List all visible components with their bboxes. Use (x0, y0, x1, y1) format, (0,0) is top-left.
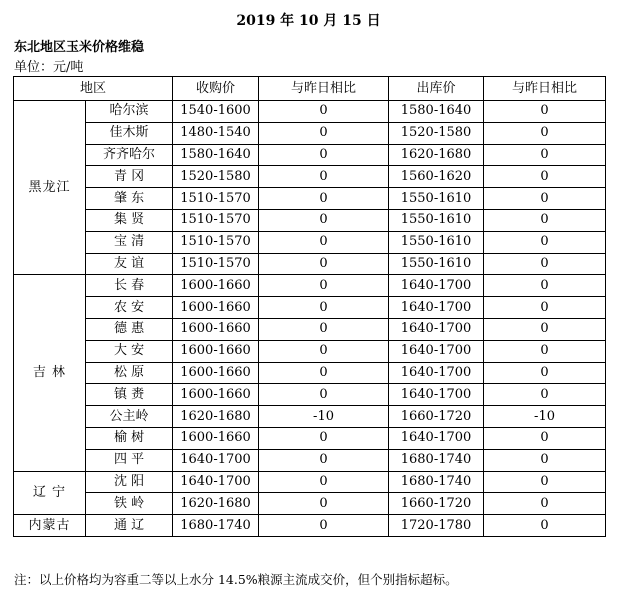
purchase-change-cell: 0 (259, 449, 389, 471)
table-row (14, 362, 606, 384)
purchase-price-cell: 1600-1660 (173, 297, 259, 319)
outbound-price-cell: 1680-1740 (389, 449, 484, 471)
purchase-change-cell: 0 (259, 384, 389, 406)
city-cell: 德 惠 (86, 318, 173, 340)
outbound-change-cell: 0 (484, 231, 606, 253)
purchase-price-cell: 1510-1570 (173, 253, 259, 275)
city-cell: 肇 东 (86, 188, 173, 210)
footnote: 注：以上价格均为容重二等以上水分 14.5%粮源主流成交价，但个别指标超标。 (14, 572, 458, 587)
purchase-change-cell: 0 (259, 101, 389, 123)
table-row (14, 101, 606, 123)
purchase-price-cell: 1580-1640 (173, 144, 259, 166)
outbound-price-cell: 1620-1680 (389, 144, 484, 166)
price-table (13, 76, 606, 537)
outbound-price-cell: 1580-1640 (389, 101, 484, 123)
table-row (14, 188, 606, 210)
outbound-change-cell: 0 (484, 471, 606, 493)
purchase-change-cell: 0 (259, 231, 389, 253)
city-cell: 公主岭 (86, 406, 173, 428)
purchase-change-cell: 0 (259, 144, 389, 166)
table-row (14, 253, 606, 275)
outbound-change-cell: 0 (484, 275, 606, 297)
table-row (14, 340, 606, 362)
city-cell: 青 冈 (86, 166, 173, 188)
city-cell: 齐齐哈尔 (86, 144, 173, 166)
city-cell: 四 平 (86, 449, 173, 471)
purchase-price-cell: 1600-1660 (173, 427, 259, 449)
report-title: 东北地区玉米价格维稳 (14, 40, 145, 55)
table-row (14, 515, 606, 537)
purchase-change-cell: 0 (259, 362, 389, 384)
outbound-change-cell: 0 (484, 166, 606, 188)
outbound-change-cell: 0 (484, 122, 606, 144)
outbound-change-cell: 0 (484, 362, 606, 384)
outbound-change-cell: 0 (484, 297, 606, 319)
purchase-price-cell: 1510-1570 (173, 209, 259, 231)
outbound-price-cell: 1550-1610 (389, 231, 484, 253)
purchase-change-cell: 0 (259, 318, 389, 340)
table-body (14, 101, 606, 537)
city-cell: 佳木斯 (86, 122, 173, 144)
table-row (14, 318, 606, 340)
outbound-price-cell: 1640-1700 (389, 340, 484, 362)
outbound-change-cell: 0 (484, 101, 606, 123)
outbound-price-cell: 1660-1720 (389, 493, 484, 515)
city-cell: 通 辽 (86, 515, 173, 537)
purchase-change-cell: 0 (259, 188, 389, 210)
purchase-change-cell: 0 (259, 275, 389, 297)
purchase-change-cell: 0 (259, 209, 389, 231)
outbound-change-cell: 0 (484, 340, 606, 362)
outbound-change-cell: 0 (484, 318, 606, 340)
outbound-price-cell: 1550-1610 (389, 188, 484, 210)
outbound-change-cell: 0 (484, 449, 606, 471)
table-row (14, 231, 606, 253)
city-cell: 大 安 (86, 340, 173, 362)
purchase-price-cell: 1600-1660 (173, 384, 259, 406)
city-cell: 友 谊 (86, 253, 173, 275)
city-cell: 长 春 (86, 275, 173, 297)
outbound-price-cell: 1550-1610 (389, 209, 484, 231)
outbound-change-cell: 0 (484, 188, 606, 210)
purchase-price-cell: 1620-1680 (173, 406, 259, 428)
outbound-price-cell: 1640-1700 (389, 427, 484, 449)
purchase-change-cell: 0 (259, 122, 389, 144)
outbound-price-cell: 1560-1620 (389, 166, 484, 188)
table-row (14, 449, 606, 471)
purchase-price-cell: 1600-1660 (173, 275, 259, 297)
column-header-purchase-price: 收购价 (173, 77, 259, 101)
purchase-change-cell: 0 (259, 340, 389, 362)
outbound-price-cell: 1640-1700 (389, 275, 484, 297)
purchase-price-cell: 1640-1700 (173, 449, 259, 471)
purchase-price-cell: 1540-1600 (173, 101, 259, 123)
purchase-price-cell: 1480-1540 (173, 122, 259, 144)
table-row (14, 209, 606, 231)
report-date: 2019 年 10 月 15 日 (236, 13, 381, 29)
outbound-price-cell: 1720-1780 (389, 515, 484, 537)
outbound-change-cell: 0 (484, 515, 606, 537)
city-cell: 松 原 (86, 362, 173, 384)
outbound-change-cell: 0 (484, 427, 606, 449)
table-header-row (14, 77, 606, 101)
outbound-price-cell: 1640-1700 (389, 362, 484, 384)
outbound-price-cell: 1640-1700 (389, 318, 484, 340)
city-cell: 农 安 (86, 297, 173, 319)
province-cell: 黑龙江 (14, 101, 86, 275)
outbound-price-cell: 1550-1610 (389, 253, 484, 275)
outbound-change-cell: 0 (484, 144, 606, 166)
province-cell: 吉 林 (14, 275, 86, 471)
outbound-change-cell: 0 (484, 209, 606, 231)
city-cell: 铁 岭 (86, 493, 173, 515)
purchase-change-cell: 0 (259, 493, 389, 515)
purchase-change-cell: 0 (259, 515, 389, 537)
table-row (14, 166, 606, 188)
purchase-price-cell: 1510-1570 (173, 188, 259, 210)
purchase-change-cell: 0 (259, 297, 389, 319)
province-cell: 内蒙古 (14, 515, 86, 537)
table-row (14, 384, 606, 406)
table-row (14, 122, 606, 144)
purchase-price-cell: 1620-1680 (173, 493, 259, 515)
outbound-change-cell: 0 (484, 384, 606, 406)
column-header-purchase-change: 与昨日相比 (259, 77, 389, 101)
purchase-change-cell: 0 (259, 166, 389, 188)
column-header-outbound-price: 出库价 (389, 77, 484, 101)
purchase-price-cell: 1680-1740 (173, 515, 259, 537)
table-row (14, 493, 606, 515)
city-cell: 哈尔滨 (86, 101, 173, 123)
outbound-change-cell: 0 (484, 493, 606, 515)
city-cell: 榆 树 (86, 427, 173, 449)
purchase-price-cell: 1510-1570 (173, 231, 259, 253)
outbound-change-cell: -10 (484, 406, 606, 428)
column-header-outbound-change: 与昨日相比 (484, 77, 606, 101)
city-cell: 镇 赉 (86, 384, 173, 406)
purchase-change-cell: 0 (259, 471, 389, 493)
table-row (14, 275, 606, 297)
purchase-change-cell: 0 (259, 253, 389, 275)
unit-label: 单位：元/吨 (14, 60, 84, 75)
table-row (14, 144, 606, 166)
province-cell: 辽 宁 (14, 471, 86, 515)
purchase-change-cell: -10 (259, 406, 389, 428)
purchase-price-cell: 1600-1660 (173, 318, 259, 340)
outbound-price-cell: 1640-1700 (389, 297, 484, 319)
table-row (14, 427, 606, 449)
column-header-region: 地区 (14, 77, 173, 101)
outbound-price-cell: 1640-1700 (389, 384, 484, 406)
city-cell: 宝 清 (86, 231, 173, 253)
purchase-price-cell: 1600-1660 (173, 340, 259, 362)
city-cell: 沈 阳 (86, 471, 173, 493)
outbound-price-cell: 1680-1740 (389, 471, 484, 493)
purchase-price-cell: 1520-1580 (173, 166, 259, 188)
purchase-price-cell: 1640-1700 (173, 471, 259, 493)
outbound-price-cell: 1520-1580 (389, 122, 484, 144)
purchase-change-cell: 0 (259, 427, 389, 449)
table-row (14, 297, 606, 319)
table-row (14, 471, 606, 493)
purchase-price-cell: 1600-1660 (173, 362, 259, 384)
outbound-change-cell: 0 (484, 253, 606, 275)
outbound-price-cell: 1660-1720 (389, 406, 484, 428)
city-cell: 集 贤 (86, 209, 173, 231)
table-row (14, 406, 606, 428)
